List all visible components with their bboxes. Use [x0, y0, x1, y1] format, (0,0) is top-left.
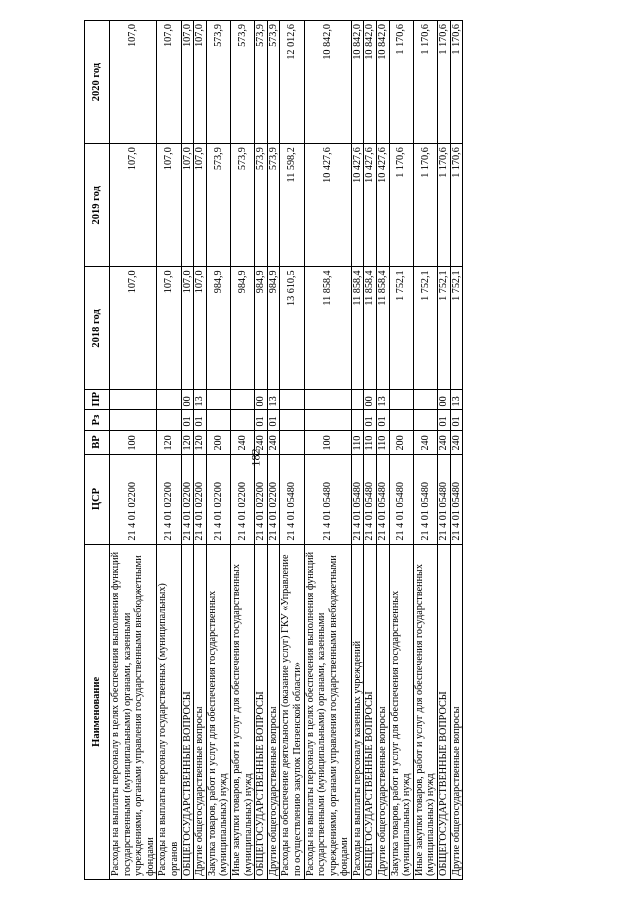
cell-pr: 00 — [364, 390, 377, 410]
cell-name: Закупка товаров, работ и услуг для обеспечения государственных (муниципальных) нужд — [389, 544, 413, 879]
table-row — [110, 21, 157, 880]
cell-2018: 11 858,4 — [304, 267, 351, 390]
cell-csr: 21 4 01 02200 — [110, 454, 157, 544]
cell-vr: 240 — [450, 430, 463, 454]
cell-csr: 21 4 01 02200 — [181, 454, 194, 544]
cell-pr — [389, 390, 413, 410]
cell-rz — [230, 410, 254, 430]
cell-2019: 107,0 — [194, 144, 207, 267]
cell-csr: 21 4 01 05480 — [364, 454, 377, 544]
cell-2018: 11 858,4 — [364, 267, 377, 390]
cell-2020: 1 170,6 — [413, 21, 437, 144]
cell-2020: 107,0 — [181, 21, 194, 144]
cell-pr — [110, 390, 157, 410]
cell-rz: 01 — [267, 410, 280, 430]
cell-2020: 107,0 — [194, 21, 207, 144]
cell-pr — [280, 390, 304, 410]
cell-vr: 200 — [206, 430, 230, 454]
cell-2018: 11 858,4 — [377, 267, 390, 390]
cell-name: ОБЩЕГОСУДАРСТВЕННЫЕ ВОПРОСЫ — [364, 544, 377, 879]
cell-rz — [206, 410, 230, 430]
column-header-2019: 2019 год — [85, 144, 110, 267]
table-row — [181, 21, 194, 880]
cell-2020: 10 842,0 — [364, 21, 377, 144]
cell-rz — [280, 410, 304, 430]
cell-2018: 984,9 — [267, 267, 280, 390]
cell-2019: 10 427,6 — [364, 144, 377, 267]
cell-vr: 110 — [351, 430, 364, 454]
cell-rz: 01 — [255, 410, 268, 430]
cell-2020: 573,9 — [206, 21, 230, 144]
cell-2019: 10 427,6 — [304, 144, 351, 267]
cell-2019: 107,0 — [110, 144, 157, 267]
cell-name: Другие общегосударственные вопросы — [267, 544, 280, 879]
cell-2018: 107,0 — [194, 267, 207, 390]
column-header-csr: ЦСР — [85, 454, 110, 544]
cell-2020: 1 170,6 — [438, 21, 451, 144]
cell-csr: 21 4 01 05480 — [438, 454, 451, 544]
column-header-name: Наименование — [85, 544, 110, 879]
cell-csr: 21 4 01 05480 — [377, 454, 390, 544]
cell-2020: 1 170,6 — [389, 21, 413, 144]
cell-rz: 01 — [438, 410, 451, 430]
cell-2019: 573,9 — [230, 144, 254, 267]
cell-2018: 107,0 — [157, 267, 181, 390]
table-row — [267, 21, 280, 880]
cell-csr: 21 4 01 02200 — [157, 454, 181, 544]
cell-pr — [157, 390, 181, 410]
cell-rz — [304, 410, 351, 430]
cell-vr: 110 — [364, 430, 377, 454]
table-row — [377, 21, 390, 880]
cell-rz — [389, 410, 413, 430]
cell-name: Расходы на выплаты персоналу в целях обеспечения выполнения функций государственными (муниципальными) органами, казенными учреждениями, органами управления государственными внебюджетными фондами — [110, 544, 157, 879]
page-number: 182 — [248, 448, 263, 467]
cell-name: Иные закупки товаров, работ и услуг для обеспечения государственных (муниципальных) нужд — [230, 544, 254, 879]
cell-2018: 1 752,1 — [438, 267, 451, 390]
cell-pr — [206, 390, 230, 410]
cell-2018: 107,0 — [181, 267, 194, 390]
cell-name: Иные закупки товаров, работ и услуг для обеспечения государственных (муниципальных) нужд — [413, 544, 437, 879]
cell-vr: 240 — [438, 430, 451, 454]
cell-csr: 21 4 01 02200 — [194, 454, 207, 544]
table-row — [255, 21, 268, 880]
cell-2018: 984,9 — [206, 267, 230, 390]
table-row — [206, 21, 230, 880]
cell-2019: 573,9 — [255, 144, 268, 267]
cell-csr: 21 4 01 05480 — [351, 454, 364, 544]
cell-name: Другие общегосударственные вопросы — [194, 544, 207, 879]
cell-vr: 200 — [389, 430, 413, 454]
table-row — [351, 21, 364, 880]
cell-2019: 573,9 — [267, 144, 280, 267]
table-row — [230, 21, 254, 880]
cell-2019: 573,9 — [206, 144, 230, 267]
table-row — [157, 21, 181, 880]
cell-csr: 21 4 01 02200 — [206, 454, 230, 544]
table-row — [364, 21, 377, 880]
cell-2019: 10 427,6 — [377, 144, 390, 267]
cell-2019: 107,0 — [157, 144, 181, 267]
cell-csr: 21 4 01 05480 — [304, 454, 351, 544]
cell-csr: 21 4 01 05480 — [280, 454, 304, 544]
cell-rz: 01 — [450, 410, 463, 430]
column-header-2018: 2018 год — [85, 267, 110, 390]
table-row — [304, 21, 351, 880]
table-row — [194, 21, 207, 880]
cell-name: Расходы на выплаты персоналу в целях обеспечения выполнения функций государственными (муниципальными) органами, казенными учреждениями, органами управления государственными внебюджетными фондами — [304, 544, 351, 879]
cell-rz — [413, 410, 437, 430]
cell-csr: 21 4 01 02200 — [267, 454, 280, 544]
cell-2020: 573,9 — [230, 21, 254, 144]
cell-2020: 1 170,6 — [450, 21, 463, 144]
cell-2018: 1 752,1 — [389, 267, 413, 390]
cell-rz: 01 — [364, 410, 377, 430]
cell-2018: 1 752,1 — [450, 267, 463, 390]
cell-vr: 240 — [255, 430, 268, 454]
cell-rz: 01 — [181, 410, 194, 430]
cell-2020: 573,9 — [267, 21, 280, 144]
cell-vr: 120 — [194, 430, 207, 454]
cell-vr: 240 — [230, 430, 254, 454]
cell-pr — [230, 390, 254, 410]
cell-vr: 110 — [377, 430, 390, 454]
cell-vr: 240 — [267, 430, 280, 454]
cell-2020: 10 842,0 — [304, 21, 351, 144]
column-header-rz: Рз — [85, 410, 110, 430]
cell-2018: 984,9 — [255, 267, 268, 390]
cell-pr — [304, 390, 351, 410]
cell-rz — [110, 410, 157, 430]
cell-pr — [351, 390, 364, 410]
cell-2020: 107,0 — [110, 21, 157, 144]
cell-2019: 1 170,6 — [450, 144, 463, 267]
cell-2020: 12 012,6 — [280, 21, 304, 144]
cell-rz: 01 — [194, 410, 207, 430]
cell-pr: 13 — [194, 390, 207, 410]
cell-name: Расходы на обеспечение деятельности (оказание услуг) ГКУ «Управление по осуществлению закупок Пензенской области» — [280, 544, 304, 879]
cell-pr: 13 — [450, 390, 463, 410]
cell-pr: 13 — [377, 390, 390, 410]
cell-name: Расходы на выплаты персоналу государственных (муниципальных) органов — [157, 544, 181, 879]
table-row — [450, 21, 463, 880]
cell-name: ОБЩЕГОСУДАРСТВЕННЫЕ ВОПРОСЫ — [438, 544, 451, 879]
cell-2018: 13 610,5 — [280, 267, 304, 390]
column-header-2020: 2020 год — [85, 21, 110, 144]
cell-2019: 1 170,6 — [413, 144, 437, 267]
cell-2020: 573,9 — [255, 21, 268, 144]
table-row — [389, 21, 413, 880]
table-row — [413, 21, 437, 880]
cell-vr: 240 — [413, 430, 437, 454]
column-header-vr: ВР — [85, 430, 110, 454]
cell-name: ОБЩЕГОСУДАРСТВЕННЫЕ ВОПРОСЫ — [255, 544, 268, 879]
cell-name: Закупка товаров, работ и услуг для обеспечения государственных (муниципальных) нужд — [206, 544, 230, 879]
cell-pr: 00 — [255, 390, 268, 410]
cell-csr: 21 4 01 05480 — [413, 454, 437, 544]
cell-vr: 100 — [304, 430, 351, 454]
cell-name: Другие общегосударственные вопросы — [450, 544, 463, 879]
cell-pr: 13 — [267, 390, 280, 410]
cell-vr: 120 — [181, 430, 194, 454]
cell-name: Другие общегосударственные вопросы — [377, 544, 390, 879]
table-body — [110, 21, 463, 880]
cell-2019: 11 598,2 — [280, 144, 304, 267]
table-header-row — [85, 21, 110, 880]
cell-csr: 21 4 01 05480 — [389, 454, 413, 544]
cell-2018: 984,9 — [230, 267, 254, 390]
cell-2018: 107,0 — [110, 267, 157, 390]
cell-2019: 10 427,6 — [351, 144, 364, 267]
cell-pr: 00 — [438, 390, 451, 410]
cell-vr — [280, 430, 304, 454]
cell-name: ОБЩЕГОСУДАРСТВЕННЫЕ ВОПРОСЫ — [181, 544, 194, 879]
cell-csr: 21 4 01 02200 — [255, 454, 268, 544]
cell-2020: 10 842,0 — [377, 21, 390, 144]
cell-pr — [413, 390, 437, 410]
table-row — [438, 21, 451, 880]
cell-name: Расходы на выплаты персоналу казенных учреждений — [351, 544, 364, 879]
cell-2019: 1 170,6 — [438, 144, 451, 267]
column-header-pr: ПР — [85, 390, 110, 410]
cell-2018: 1 752,1 — [413, 267, 437, 390]
budget-table — [84, 20, 463, 880]
cell-2020: 10 842,0 — [351, 21, 364, 144]
cell-vr: 100 — [110, 430, 157, 454]
table-row — [280, 21, 304, 880]
cell-pr: 00 — [181, 390, 194, 410]
cell-2018: 11 858,4 — [351, 267, 364, 390]
cell-2019: 1 170,6 — [389, 144, 413, 267]
cell-rz — [351, 410, 364, 430]
cell-vr: 120 — [157, 430, 181, 454]
cell-csr: 21 4 01 02200 — [230, 454, 254, 544]
cell-2020: 107,0 — [157, 21, 181, 144]
budget-table-sheet — [84, 20, 636, 880]
cell-csr: 21 4 01 05480 — [450, 454, 463, 544]
cell-rz: 01 — [377, 410, 390, 430]
cell-2019: 107,0 — [181, 144, 194, 267]
cell-rz — [157, 410, 181, 430]
